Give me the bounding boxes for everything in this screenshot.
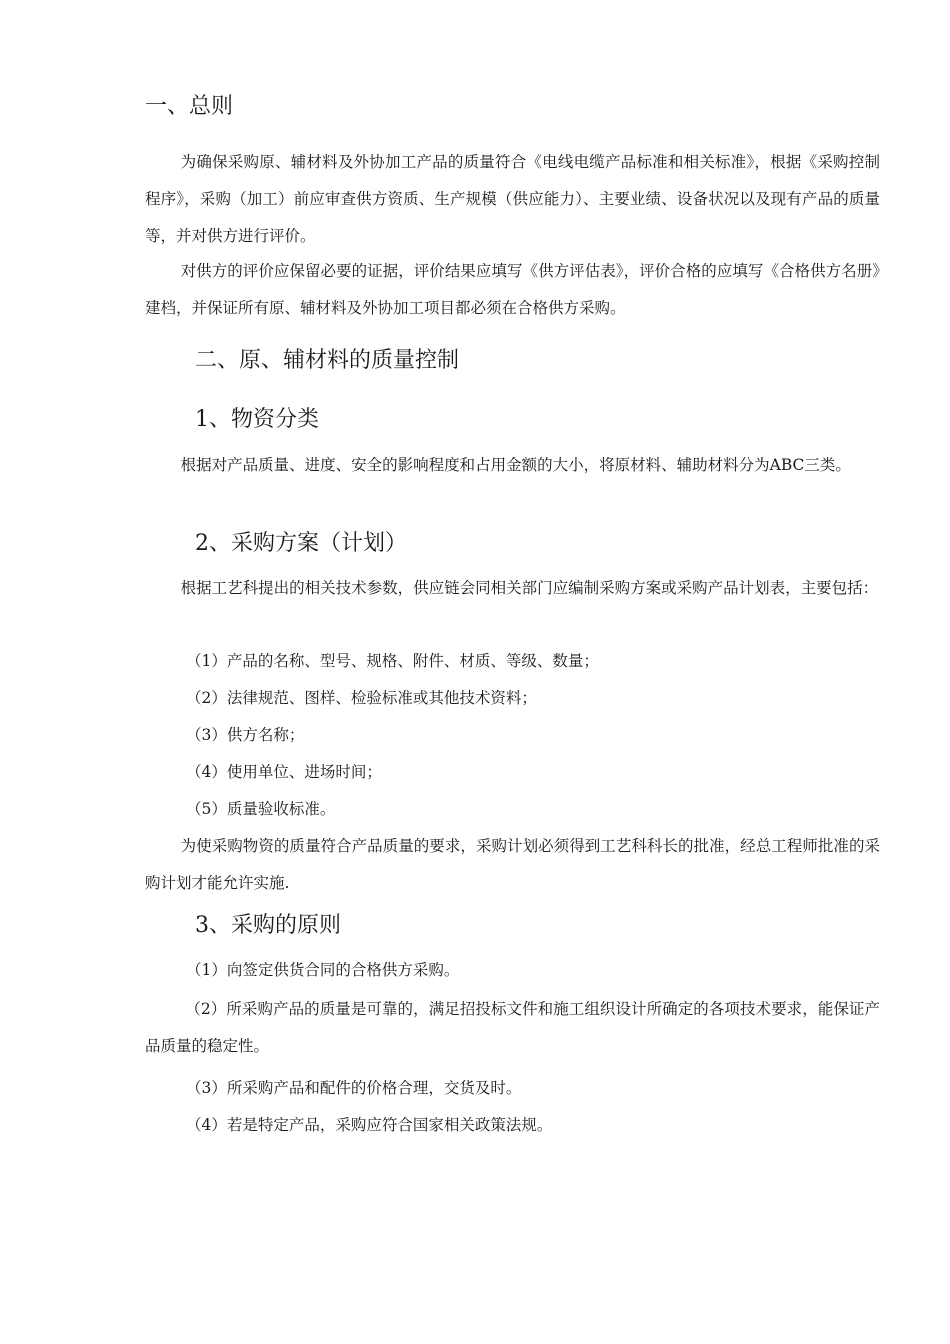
plan-list-item: （5）质量验收标准。 [186, 800, 336, 818]
plan-list-item: （3）供方名称； [186, 726, 305, 744]
plan-list-item: （4）使用单位、进场时间； [186, 763, 382, 781]
principle-list-item: （2）所采购产品的质量是可靠的，满足招投标文件和施工组织设计所确定的各项技术要求，能保证产品质量的稳定性。 [145, 1000, 880, 1055]
subsection-plan-heading: 2、采购方案（计划） [195, 531, 407, 556]
principle-list-item: （4）若是特定产品，采购应符合国家相关政策法规。 [186, 1116, 553, 1134]
section-general-heading: 一、总则 [145, 94, 234, 119]
plan-list-item: （2）法律规范、图样、检验标准或其他技术资料； [186, 689, 537, 707]
classification-paragraph: 根据对产品质量、进度、安全的影响程度和占用金额的大小，将原材料、辅助材料分为ABC三类。 [180, 456, 851, 474]
principle-list-item: （3）所采购产品和配件的价格合理，交货及时。 [186, 1079, 522, 1097]
principle-list-item: （1）向签定供货合同的合格供方采购。 [186, 961, 460, 979]
subsection-principles-heading: 3、采购的原则 [195, 913, 341, 938]
plan-intro-paragraph: 根据工艺科提出的相关技术参数，供应链会同相关部门应编制采购方案或采购产品计划表，主要包括： [180, 579, 879, 597]
section-materials-heading: 二、原、辅材料的质量控制 [195, 348, 460, 373]
subsection-classification-heading: 1、物资分类 [195, 407, 319, 432]
general-paragraph-2: 对供方的评价应保留必要的证据，评价结果应填写《供方评估表》，评价合格的应填写《合格供方名册》建档，并保证所有原、辅材料及外协加工项目都必须在合格供方采购。 [145, 262, 880, 317]
general-paragraph-1: 为确保采购原、辅材料及外协加工产品的质量符合《电线电缆产品标准和相关标准》，根据《采购控制程序》，采购（加工）前应审查供方资质、生产规模（供应能力）、主要业绩、设备状况以及现有产品的质量等，并对供方进行评价。 [145, 153, 880, 245]
plan-approval-paragraph: 为使采购物资的质量符合产品质量的要求，采购计划必须得到工艺科科长的批准，经总工程师批准的采购计划才能允许实施. [145, 837, 880, 892]
plan-list-item: （1）产品的名称、型号、规格、附件、材质、等级、数量； [186, 652, 599, 670]
